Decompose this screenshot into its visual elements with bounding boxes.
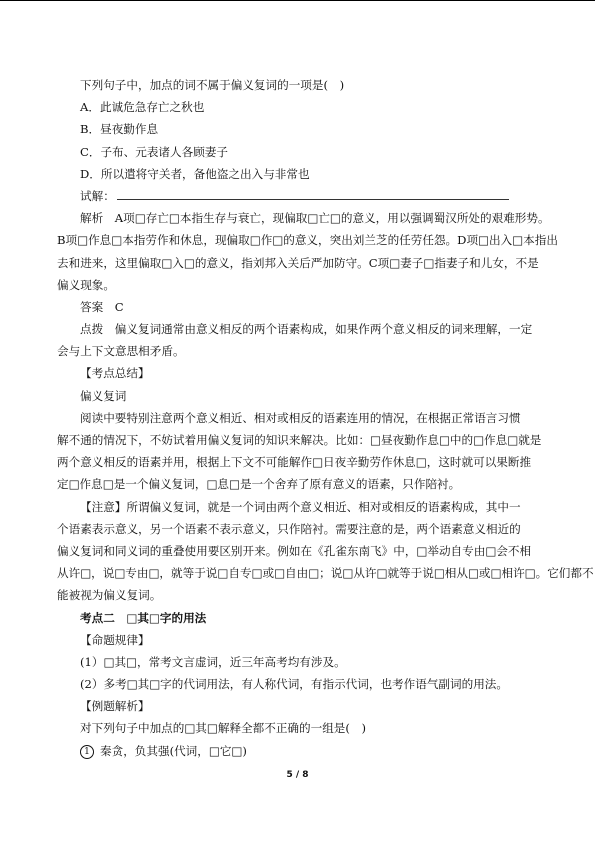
tip-line-1: 点拨 偏义复词通常由意义相反的两个语素构成，如果作两个意义相反的词来理解，一定 bbox=[80, 322, 533, 337]
option-b: B．昼夜勤作息 bbox=[80, 122, 159, 137]
note-line-4: 从许□，说□专由□，就等于说□自专□或□自由□；说□从许□就等于说□相从□或□相许□。它们都不 bbox=[57, 566, 594, 581]
analysis-line-1: 解析 A项□存亡□本指生存与衰亡，现偏取□亡□的意义，用以强调蜀汉所处的艰难形势。 bbox=[80, 211, 550, 226]
page-number: 5 / 8 bbox=[286, 770, 309, 780]
summary-line-1: 阅读中要特别注意两个意义相近、相对或相反的语素连用的情况，在根据正常语言习惯 bbox=[80, 410, 521, 425]
analysis-line-2: B项□作息□本指劳作和休息，现偏取□作□的意义，突出刘兰芝的任劳任怨。D项□出入□本指出 bbox=[57, 233, 558, 248]
answer-line bbox=[57, 185, 541, 207]
analysis-line-3: 去和进来，这里偏取□入□的意义，指刘邦入关后严加防守。C项□妻子□指妻子和儿女，不是 bbox=[57, 255, 539, 270]
summary-line-2: 解不通的情况下，不妨试着用偏义复词的知识来解决。比如：□昼夜勤作息□中的□作息□就是 bbox=[57, 433, 542, 447]
example-stem: 对下列句子中加点的□其□解释全都不正确的一组是( ) bbox=[80, 721, 367, 736]
analysis-line-4: 偏义现象。 bbox=[57, 277, 115, 292]
rule-1: (1）□其□，常考文言虚词，近三年高考均有涉及。 bbox=[80, 654, 346, 669]
answer-label: 试解： bbox=[80, 188, 115, 203]
document-body bbox=[57, 74, 594, 762]
section-title: 考点二 □其□字的用法 bbox=[80, 610, 207, 625]
rule-2: (2）多考□其□字的代词用法，有人称代词，有指示代词，也考作语气副词的用法。 bbox=[80, 677, 508, 692]
summary-line-3: 两个意义相反的语素并用，根据上下文不可能解作□日夜辛勤劳作休息□，这时就可以果断推 bbox=[57, 455, 532, 470]
example-item-1 bbox=[57, 740, 541, 762]
question-stem: 下列句子中，加点的词不属于偏义复词的一项是( ) bbox=[80, 78, 345, 92]
example-heading: 【例题解析】 bbox=[80, 699, 150, 714]
answer-text: 答案 C bbox=[80, 299, 124, 314]
top-border bbox=[0, 0, 595, 1]
note-line-5: 能被视为偏义复词。 bbox=[57, 588, 162, 603]
summary-heading: 【考点总结】 bbox=[80, 366, 150, 381]
rule-heading: 【命题规律】 bbox=[80, 632, 150, 647]
item-number-circle: 1 bbox=[80, 745, 94, 759]
note-line-3: 偏义复词和同义词的重叠使用要区别开来。例如在《孔雀东南飞》中，□举动自专由□会不相 bbox=[57, 543, 532, 558]
item-text: 秦贪，负其强(代词，□它□) bbox=[100, 743, 247, 758]
note-line-1: 【注意】所谓偏义复词，就是一个词由两个意义相近、相对或相反的语素构成，其中一 bbox=[80, 499, 521, 514]
option-a: A．此诚危急存亡之秋也 bbox=[80, 100, 205, 115]
summary-topic: 偏义复词 bbox=[80, 388, 127, 403]
tip-line-2: 会与上下文意思相矛盾。 bbox=[57, 344, 185, 359]
note-line-2: 个语素表示意义，另一个语素不表示意义，只作陪衬。需要注意的是，两个语素意义相近的 bbox=[57, 521, 521, 536]
answer-blank[interactable] bbox=[117, 187, 509, 200]
option-c: C．子布、元表诸人各顾妻子 bbox=[80, 144, 228, 159]
summary-line-4: 定□作息□是一个偏义复词，□息□是一个舍弃了原有意义的语素，只作陪衬。 bbox=[57, 477, 461, 492]
option-d: D．所以遣将守关者，备他盗之出入与非常也 bbox=[80, 166, 310, 181]
